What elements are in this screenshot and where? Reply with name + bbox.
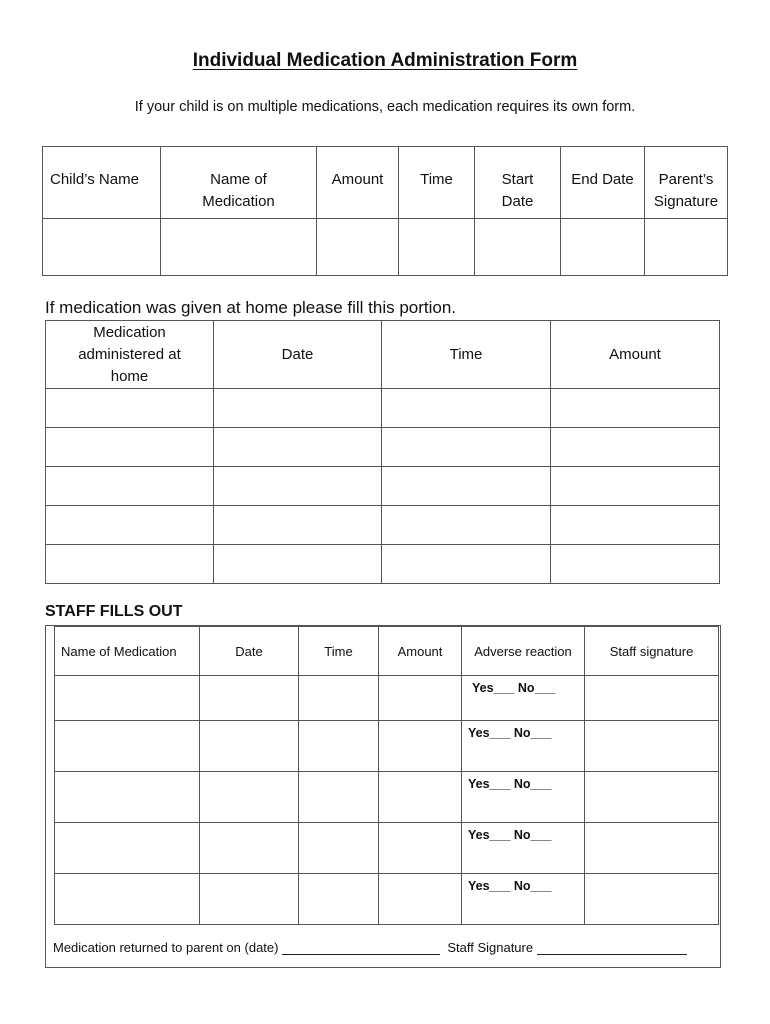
cell[interactable] bbox=[299, 721, 379, 772]
yes-no-option: Yes___ No___ bbox=[468, 726, 552, 740]
start-date-cell[interactable] bbox=[475, 219, 561, 276]
yes-no-option: Yes___ No___ bbox=[468, 777, 552, 791]
form-title: Individual Medication Administration Form bbox=[192, 50, 578, 71]
cell[interactable] bbox=[382, 428, 551, 467]
cell[interactable] bbox=[214, 467, 382, 506]
adverse-reaction-cell[interactable] bbox=[462, 823, 585, 874]
medication-name-header: Name of Medication bbox=[55, 627, 200, 676]
footer bbox=[53, 940, 687, 955]
end-date-cell[interactable] bbox=[561, 219, 645, 276]
table-row bbox=[46, 506, 720, 545]
parent-signature-cell[interactable] bbox=[645, 219, 728, 276]
adverse-reaction-cell[interactable] bbox=[462, 874, 585, 925]
cell[interactable] bbox=[551, 467, 720, 506]
staff-signature-cell[interactable] bbox=[585, 676, 719, 721]
cell[interactable] bbox=[379, 676, 462, 721]
table-row bbox=[55, 721, 719, 772]
date-header: Date bbox=[200, 627, 299, 676]
amount-header: Amount bbox=[379, 627, 462, 676]
staff-administration-table bbox=[54, 626, 719, 925]
medication-name-header: Name of Medication bbox=[161, 147, 317, 219]
cell[interactable] bbox=[551, 389, 720, 428]
table-row bbox=[46, 428, 720, 467]
cell[interactable] bbox=[299, 772, 379, 823]
home-section-label: If medication was given at home please fill this portion. bbox=[45, 298, 457, 317]
cell[interactable] bbox=[382, 506, 551, 545]
time-header: Time bbox=[399, 147, 475, 219]
date-header: Date bbox=[214, 321, 382, 389]
amount-header: Amount bbox=[551, 321, 720, 389]
staff-signature-cell[interactable] bbox=[585, 772, 719, 823]
end-date-header: End Date bbox=[561, 147, 645, 219]
medication-name-cell[interactable] bbox=[161, 219, 317, 276]
cell[interactable] bbox=[551, 506, 720, 545]
start-date-header: Start Date bbox=[475, 147, 561, 219]
returned-date-field[interactable] bbox=[282, 940, 440, 955]
cell[interactable] bbox=[382, 545, 551, 584]
table-row bbox=[46, 389, 720, 428]
cell[interactable] bbox=[382, 389, 551, 428]
staff-signature-field[interactable] bbox=[537, 940, 687, 955]
cell[interactable] bbox=[55, 772, 200, 823]
table-row bbox=[55, 772, 719, 823]
cell[interactable] bbox=[55, 721, 200, 772]
cell[interactable] bbox=[200, 823, 299, 874]
staff-section-label: STAFF FILLS OUT bbox=[45, 603, 183, 620]
time-header: Time bbox=[299, 627, 379, 676]
administered-at-home-header: Medication administered at home bbox=[46, 321, 214, 389]
cell[interactable] bbox=[46, 428, 214, 467]
staff-signature-header: Staff signature bbox=[585, 627, 719, 676]
adverse-reaction-cell[interactable] bbox=[462, 676, 585, 721]
childs-name-cell[interactable] bbox=[43, 219, 161, 276]
table-row bbox=[55, 823, 719, 874]
cell[interactable] bbox=[214, 389, 382, 428]
yes-no-option: Yes___ No___ bbox=[468, 828, 552, 842]
cell[interactable] bbox=[214, 428, 382, 467]
staff-signature-cell[interactable] bbox=[585, 721, 719, 772]
staff-signature-cell[interactable] bbox=[585, 874, 719, 925]
home-administration-table bbox=[45, 320, 720, 584]
cell[interactable] bbox=[46, 506, 214, 545]
table-row bbox=[46, 545, 720, 584]
table-header-row bbox=[43, 147, 728, 219]
cell[interactable] bbox=[299, 676, 379, 721]
cell[interactable] bbox=[379, 874, 462, 925]
staff-signature-label: Staff Signature bbox=[447, 940, 534, 955]
table-header-row bbox=[46, 321, 720, 389]
form-subtitle: If your child is on multiple medications, each medication requires its own form. bbox=[134, 99, 636, 115]
cell[interactable] bbox=[200, 874, 299, 925]
table-row bbox=[55, 874, 719, 925]
cell[interactable] bbox=[379, 721, 462, 772]
cell[interactable] bbox=[200, 721, 299, 772]
yes-no-option: Yes___ No___ bbox=[468, 879, 552, 893]
parent-signature-header: Parent’s Signature bbox=[645, 147, 728, 219]
adverse-reaction-header: Adverse reaction bbox=[462, 627, 585, 676]
staff-signature-cell[interactable] bbox=[585, 823, 719, 874]
cell[interactable] bbox=[46, 389, 214, 428]
table-row bbox=[43, 219, 728, 276]
time-header: Time bbox=[382, 321, 551, 389]
adverse-reaction-cell[interactable] bbox=[462, 721, 585, 772]
adverse-reaction-cell[interactable] bbox=[462, 772, 585, 823]
cell[interactable] bbox=[200, 772, 299, 823]
returned-date-label: Medication returned to parent on (date) bbox=[53, 940, 279, 955]
cell[interactable] bbox=[55, 874, 200, 925]
cell[interactable] bbox=[200, 676, 299, 721]
cell[interactable] bbox=[46, 545, 214, 584]
amount-header: Amount bbox=[317, 147, 399, 219]
cell[interactable] bbox=[299, 823, 379, 874]
table-header-row bbox=[55, 627, 719, 676]
cell[interactable] bbox=[382, 467, 551, 506]
amount-cell[interactable] bbox=[317, 219, 399, 276]
childs-name-header: Child’s Name bbox=[43, 147, 161, 219]
cell[interactable] bbox=[551, 428, 720, 467]
cell[interactable] bbox=[214, 545, 382, 584]
cell[interactable] bbox=[551, 545, 720, 584]
yes-no-option: Yes___ No___ bbox=[472, 681, 556, 695]
table-row bbox=[46, 467, 720, 506]
table-row bbox=[55, 676, 719, 721]
cell[interactable] bbox=[379, 823, 462, 874]
cell[interactable] bbox=[379, 772, 462, 823]
cell[interactable] bbox=[55, 676, 200, 721]
cell[interactable] bbox=[46, 467, 214, 506]
cell[interactable] bbox=[55, 823, 200, 874]
cell[interactable] bbox=[214, 506, 382, 545]
medication-info-table bbox=[42, 146, 728, 276]
time-cell[interactable] bbox=[399, 219, 475, 276]
cell[interactable] bbox=[299, 874, 379, 925]
